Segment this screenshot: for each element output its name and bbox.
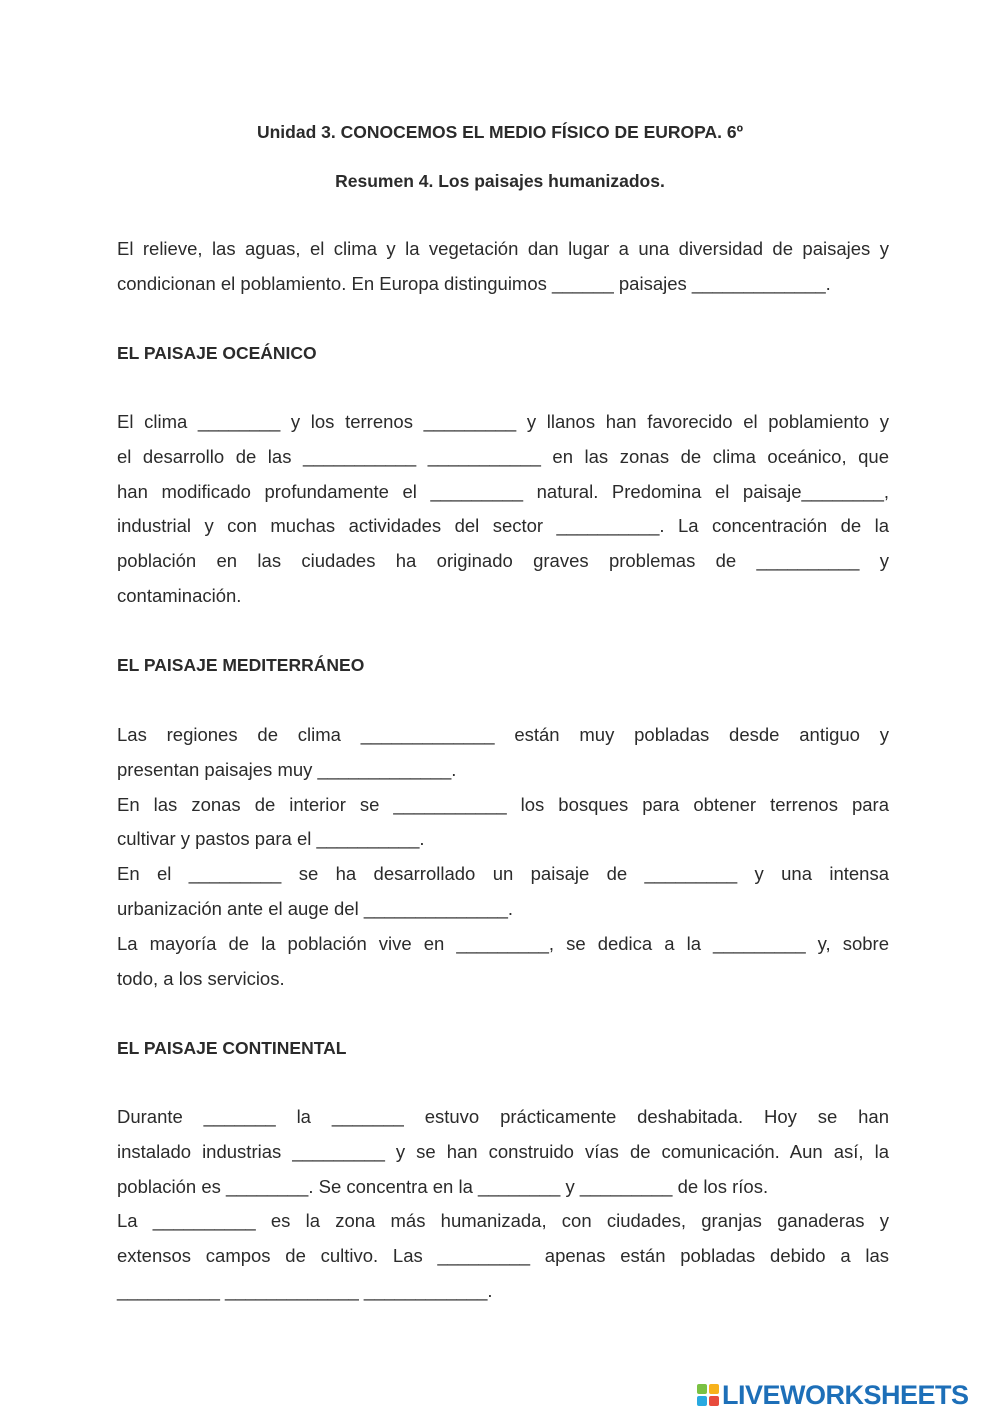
logo-mark-square [697,1384,707,1394]
logo-mark-square [697,1396,707,1406]
section-paragraph-mediterraneo [117,718,889,996]
intro-line: El relieve, las aguas, el clima y la vegetación dan lugar a una diversidad de paisajes y [117,238,889,259]
paragraph-line: contaminación. [117,584,242,606]
liveworksheets-logo-icon [697,1384,719,1406]
logo-mark-square [709,1396,719,1406]
section-paragraph-oceanico [117,405,889,614]
paragraph-line: En las zonas de interior se ___________ los bosques para obtener terrenos para [117,793,889,815]
paragraph-line: presentan paisajes muy _____________. [117,758,457,780]
paragraph-line: población es ________. Se concentra en la ________ y _________ de los ríos. [117,1175,769,1197]
paragraph-line: extensos campos de cultivo. Las _________ apenas están pobladas debido a las [117,1245,889,1267]
paragraph-line: En el _________ se ha desarrollado un paisaje de _________ y una intensa [117,863,889,885]
logo-text: LIVEWORKSHEETS [722,1379,969,1410]
paragraph-line: La mayoría de la población vive en _________, se dedica a la _________ y, sobre [117,932,889,954]
page-subtitle: Resumen 4. Los paisajes humanizados. [335,171,665,191]
paragraph-line: Las regiones de clima _____________ están muy pobladas desde antiguo y [117,724,889,745]
section-heading-continental: EL PAISAJE CONTINENTAL [117,1038,347,1058]
section-heading-oceanico: EL PAISAJE OCEÁNICO [117,343,317,363]
paragraph-line: cultivar y pastos para el __________. [117,828,425,850]
paragraph-line: población en las ciudades ha originado graves problemas de __________ y [117,550,889,572]
paragraph-line: todo, a los servicios. [117,967,285,989]
page-title: Unidad 3. CONOCEMOS EL MEDIO FÍSICO DE EUROPA. 6º [256,122,744,142]
paragraph-line: La __________ es la zona más humanizada, con ciudades, granjas ganaderas y [117,1210,889,1232]
paragraph-line: __________ _____________ ____________. [117,1279,493,1301]
section-paragraph-continental [117,1100,889,1309]
paragraph-line: instalado industrias _________ y se han construido vías de comunicación. Aun así, la [117,1140,889,1162]
intro-paragraph [117,232,889,302]
logo-mark-square [709,1384,719,1394]
paragraph-line: industrial y con muchas actividades del sector __________. La concentración de la [117,515,889,537]
paragraph-line: Durante _______ la _______ estuvo prácticamente deshabitada. Hoy se han [117,1106,889,1127]
paragraph-line: han modificado profundamente el _________ natural. Predomina el paisaje________, [117,480,889,502]
section-heading-mediterraneo: EL PAISAJE MEDITERRÁNEO [117,655,365,675]
intro-line: condicionan el poblamiento. En Europa distinguimos ______ paisajes _____________. [117,272,831,294]
liveworksheets-logo[interactable] [697,1380,969,1410]
paragraph-line: urbanización ante el auge del ______________. [117,897,514,919]
paragraph-line: El clima ________ y los terrenos _________ y llanos han favorecido el poblamiento y [117,411,889,432]
paragraph-line: el desarrollo de las ___________ ___________ en las zonas de clima oceánico, que [117,445,889,467]
